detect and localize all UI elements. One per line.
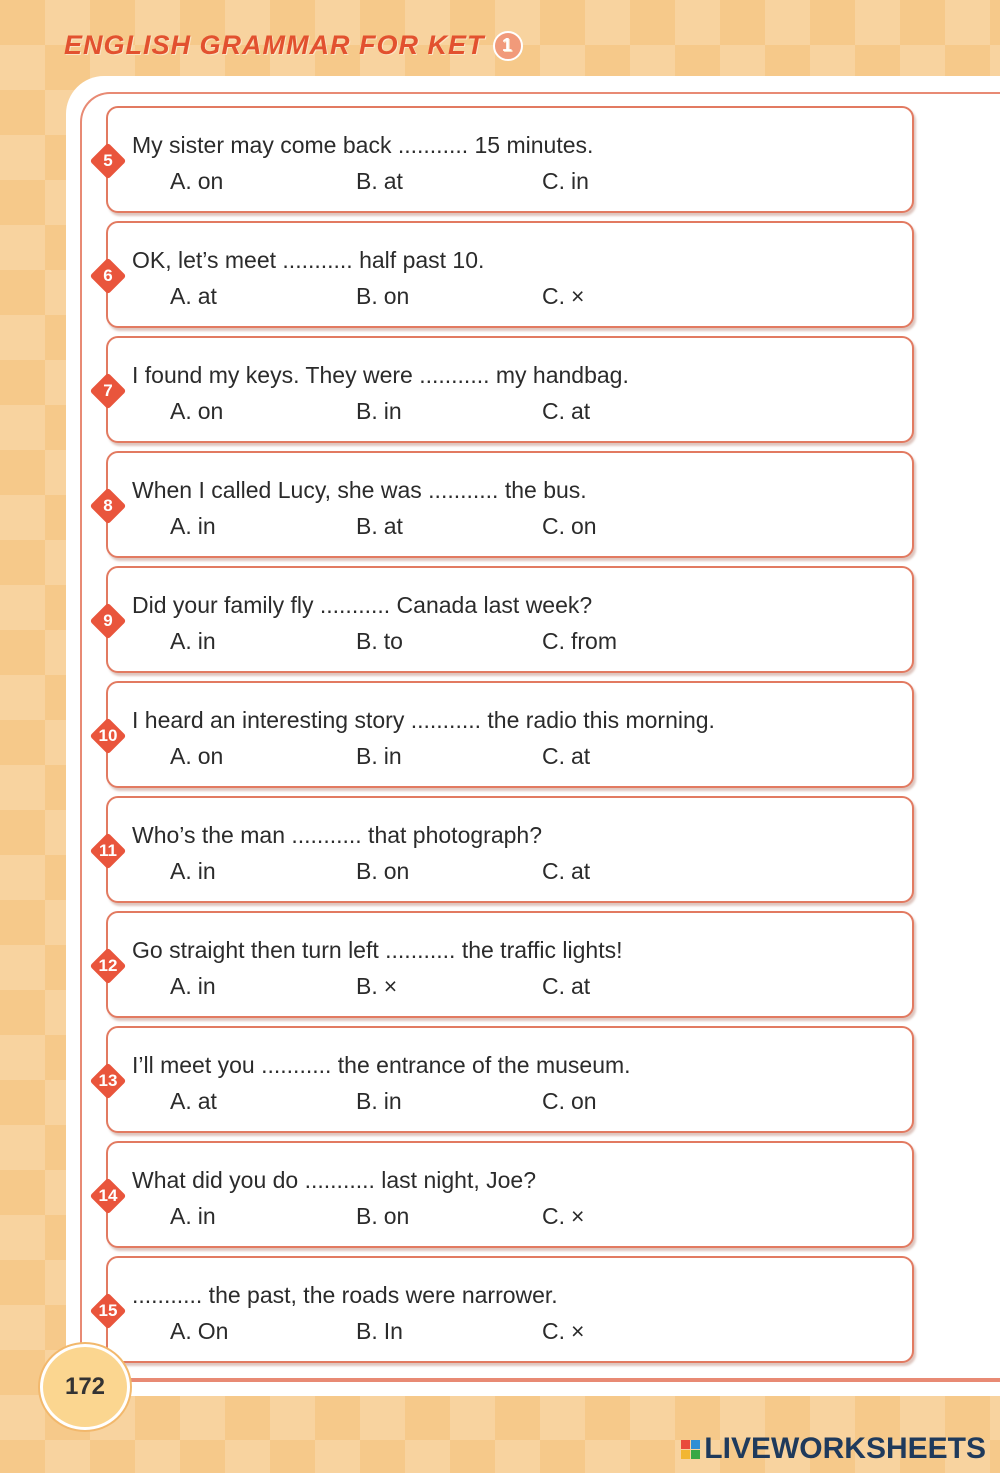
option-letter: C. [542, 973, 565, 999]
question-number-badge [90, 1063, 127, 1100]
question-card [103, 221, 914, 328]
question-number-badge [90, 948, 127, 985]
question-stem: I heard an interesting story ........... the radio this morning. [132, 707, 715, 733]
question-number-badge [90, 143, 127, 180]
question-stem: My sister may come back ........... 15 minutes. [132, 132, 594, 158]
question-number-badge [90, 258, 127, 295]
brand-logo-icon [681, 1440, 700, 1459]
option-letter: A. [170, 1088, 192, 1114]
answer-option[interactable] [170, 168, 223, 195]
option-text: in [383, 743, 402, 769]
page-number: 172 [64, 1373, 106, 1400]
answer-option[interactable] [170, 398, 223, 425]
option-letter: B. [356, 1318, 378, 1344]
answer-option[interactable] [542, 168, 589, 195]
brand-name: LIVEWORKSHEETS [704, 1432, 986, 1465]
question-card [99, 796, 914, 903]
answer-option[interactable] [356, 743, 402, 770]
option-letter: B. [356, 513, 378, 539]
option-text: on [197, 168, 224, 194]
question-number-badge [90, 833, 127, 870]
question-stem: When I called Lucy, she was ........... the bus. [132, 477, 587, 503]
question-stem: Did your family fly ........... Canada last week? [132, 592, 593, 618]
question-card [98, 1141, 914, 1248]
question-card [103, 451, 914, 558]
option-text: × [571, 283, 585, 309]
answer-option[interactable] [542, 743, 590, 770]
question-card [103, 336, 914, 443]
option-letter: B. [356, 168, 378, 194]
answer-option[interactable] [542, 1203, 584, 1230]
option-text: at [383, 513, 403, 539]
question-stem: Who’s the man ........... that photograph? [132, 822, 542, 848]
option-text: on [383, 1203, 410, 1229]
option-text: × [571, 1203, 585, 1229]
question-stem: ........... the past, the roads were narrower. [132, 1282, 558, 1308]
question-card [98, 1026, 914, 1133]
footer-divider [128, 1380, 1000, 1382]
option-text: in [197, 513, 216, 539]
question-card [98, 911, 914, 1018]
option-letter: C. [542, 398, 565, 424]
option-letter: A. [170, 1318, 192, 1344]
option-letter: B. [356, 283, 378, 309]
option-letter: C. [542, 1088, 565, 1114]
answer-option[interactable] [356, 1318, 403, 1345]
question-number-badge [90, 373, 127, 410]
option-letter: C. [542, 283, 565, 309]
option-letter: A. [170, 168, 192, 194]
option-letter: B. [356, 628, 378, 654]
option-text: on [383, 283, 410, 309]
question-card [103, 106, 914, 213]
option-text: in [197, 858, 216, 884]
book-title [64, 30, 523, 61]
question-number-badge [90, 603, 127, 640]
option-letter: C. [542, 168, 565, 194]
option-text: × [383, 973, 398, 999]
option-text: in [197, 1203, 216, 1229]
question-number: 10 [98, 726, 118, 745]
question-stem: I’ll meet you ........... the entrance of the museum. [132, 1052, 631, 1078]
answer-option[interactable] [542, 398, 590, 425]
question-card [103, 566, 914, 673]
option-text: in [383, 398, 402, 424]
option-text: at [571, 858, 591, 884]
option-text: in [571, 168, 589, 194]
answer-option[interactable] [170, 973, 216, 1000]
option-letter: A. [170, 513, 192, 539]
question-number: 7 [103, 381, 113, 400]
answer-option[interactable] [356, 628, 403, 655]
answer-option[interactable] [170, 858, 216, 885]
option-letter: A. [170, 743, 192, 769]
option-letter: A. [170, 398, 192, 424]
answer-option[interactable] [356, 973, 397, 1000]
answer-option[interactable] [356, 858, 409, 885]
answer-option[interactable] [170, 283, 217, 310]
page-number-badge [40, 1344, 130, 1430]
question-number-badge [90, 1293, 127, 1330]
answer-option[interactable] [542, 973, 590, 1000]
option-text: on [571, 1088, 597, 1114]
answer-option[interactable] [356, 398, 402, 425]
option-text: from [571, 628, 617, 654]
option-letter: A. [170, 973, 192, 999]
book-title-text: ENGLISH GRAMMAR FOR KET [64, 30, 485, 60]
option-text: On [197, 1318, 229, 1344]
question-number: 6 [103, 266, 113, 285]
option-letter: A. [170, 283, 192, 309]
answer-option[interactable] [542, 628, 617, 655]
option-text: at [571, 398, 591, 424]
question-stem: Go straight then turn left ........... the traffic lights! [132, 937, 623, 963]
answer-option[interactable] [170, 1203, 216, 1230]
answer-option[interactable] [356, 1088, 402, 1115]
question-number-badge [90, 1178, 127, 1215]
answer-option[interactable] [356, 1203, 409, 1230]
question-number-badge [90, 488, 127, 525]
option-text: to [383, 628, 403, 654]
question-number: 5 [103, 151, 113, 170]
answer-option[interactable] [542, 1318, 584, 1345]
question-number: 8 [103, 496, 113, 515]
option-letter: B. [356, 973, 378, 999]
option-text: on [383, 858, 410, 884]
answer-option[interactable] [542, 513, 597, 540]
answer-option[interactable] [542, 283, 584, 310]
option-text: at [197, 283, 217, 309]
option-letter: A. [170, 628, 192, 654]
question-number: 14 [98, 1186, 118, 1205]
answer-option[interactable] [542, 858, 590, 885]
option-text: × [571, 1318, 585, 1344]
question-number: 12 [98, 956, 118, 975]
option-text: on [197, 743, 224, 769]
option-text: on [571, 513, 597, 539]
answer-option[interactable] [170, 1318, 228, 1345]
question-number: 13 [98, 1071, 118, 1090]
option-text: at [383, 168, 403, 194]
option-letter: B. [356, 398, 378, 424]
option-text: in [383, 1088, 402, 1114]
question-stem: What did you do ........... last night, Joe? [132, 1167, 536, 1193]
answer-option[interactable] [170, 628, 216, 655]
option-letter: C. [542, 1318, 565, 1344]
answer-option[interactable] [170, 1088, 217, 1115]
question-card [98, 681, 914, 788]
option-text: at [571, 973, 591, 999]
option-letter: B. [356, 1088, 378, 1114]
answer-option[interactable] [170, 743, 223, 770]
option-letter: B. [356, 1203, 378, 1229]
question-card [98, 1256, 914, 1363]
option-letter: A. [170, 858, 192, 884]
option-text: at [571, 743, 591, 769]
book-level-badge: 1 [493, 31, 523, 61]
question-stem: OK, let’s meet ........... half past 10. [132, 247, 485, 273]
answer-option[interactable] [356, 168, 403, 195]
answer-option[interactable] [170, 513, 216, 540]
question-stem: I found my keys. They were ........... my handbag. [132, 362, 629, 388]
option-letter: C. [542, 628, 565, 654]
question-number-badge [90, 718, 127, 755]
question-number: 9 [103, 611, 113, 630]
option-text: in [197, 628, 216, 654]
answer-option[interactable] [356, 513, 403, 540]
answer-option[interactable] [356, 283, 409, 310]
option-text: in [197, 973, 216, 999]
option-text: on [197, 398, 224, 424]
option-text: at [197, 1088, 217, 1114]
option-letter: C. [542, 1203, 565, 1229]
brand-watermark [681, 1432, 986, 1466]
question-number: 11 [99, 841, 117, 860]
option-letter: C. [542, 858, 565, 884]
option-letter: A. [170, 1203, 192, 1229]
option-letter: C. [542, 513, 565, 539]
option-letter: C. [542, 743, 565, 769]
option-text: In [383, 1318, 403, 1344]
option-letter: B. [356, 743, 378, 769]
question-number: 15 [98, 1301, 118, 1320]
option-letter: B. [356, 858, 378, 884]
answer-option[interactable] [542, 1088, 597, 1115]
